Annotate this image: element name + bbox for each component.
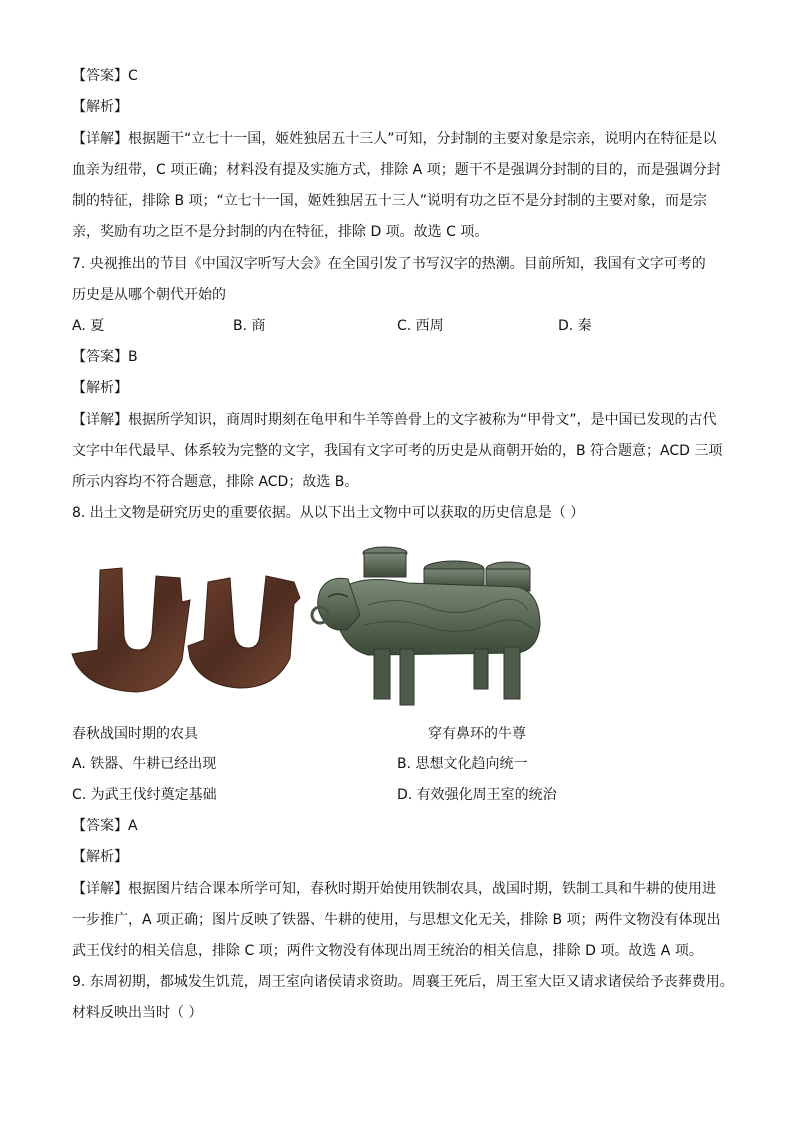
caption-ox-zun: 穿有鼻环的牛尊 xyxy=(428,726,526,742)
q8-detail-line: 【详解】根据图片结合课本所学可知，春秋时期开始使用铁制农具，战国时期，铁制工具和牛耕的使用进 xyxy=(72,881,716,897)
q8-detail-line: 武王伐纣的相关信息，排除 C 项；两件文物没有体现出周王统治的相关信息，排除 D 项。故选 A 项。 xyxy=(72,943,703,959)
q8-option-b: B. 思想文化趋向统一 xyxy=(397,756,528,772)
q7-analysis: 【解析】 xyxy=(72,380,128,396)
q7-detail-line: 所示内容均不符合题意，排除 ACD；故选 B。 xyxy=(72,474,359,490)
q8-answer: 【答案】A xyxy=(72,818,138,834)
q7-option-c: C. 西周 xyxy=(397,318,444,334)
q7-option-a: A. 夏 xyxy=(72,318,105,334)
q8-option-a: A. 铁器、牛耕已经出现 xyxy=(72,756,217,772)
q9-stem-line: 材料反映出当时（ ） xyxy=(72,1005,203,1021)
iron-tool-left xyxy=(72,568,190,692)
zun-ox-leg xyxy=(374,649,390,699)
q9-stem-line: 9. 东周初期，都城发生饥荒，周王室向诸侯请求资助。周襄王死后，周王室大臣又请求诸侯给予丧葬费用。 xyxy=(72,974,734,990)
iron-tool-image xyxy=(70,562,306,694)
q7-option-b: B. 商 xyxy=(233,318,266,334)
zun-ox-body xyxy=(338,579,540,655)
q8-detail-line: 一步推广，A 项正确；图片反映了铁器、牛耕的使用，与思想文化无关，排除 B 项；两件文物没有体现出 xyxy=(72,912,721,928)
zun-ox-leg xyxy=(400,649,414,705)
q7-stem-line: 7. 央视推出的节目《中国汉字听写大会》在全国引发了书写汉字的热潮。目前所知，我国有文字可考的 xyxy=(72,256,706,272)
q6-detail-line: 【详解】根据题干“立七十一国，姬姓独居五十三人”可知，分封制的主要对象是宗亲，说明内在特征是以 xyxy=(72,131,717,147)
q8-stem: 8. 出土文物是研究历史的重要依据。从以下出土文物中可以获取的历史信息是（ ） xyxy=(72,505,585,521)
q6-detail-line: 血亲为纽带，C 项正确；材料没有提及实施方式，排除 A 项；题干不是强调分封制的目的，而是强调分封 xyxy=(72,162,721,178)
q7-detail-line: 文字中年代最早、体系较为完整的文字，我国有文字可考的历史是从商朝开始的，B 符合题意；ACD 三项 xyxy=(72,443,723,459)
q8-option-d: D. 有效强化周王室的统治 xyxy=(397,787,557,803)
q8-option-c: C. 为武王伐纣奠定基础 xyxy=(72,787,217,803)
q7-answer: 【答案】B xyxy=(72,349,138,365)
q6-analysis: 【解析】 xyxy=(72,99,128,115)
zun-ox-leg xyxy=(474,649,488,689)
q6-detail-line: 亲，奖励有功之臣不是分封制的内在特征，排除 D 项。故选 C 项。 xyxy=(72,224,489,240)
ox-zun-image xyxy=(308,545,548,707)
iron-tool-right xyxy=(188,576,300,688)
zun-ox-leg xyxy=(504,647,520,699)
q6-detail-line: 制的特征，排除 B 项；“立七十一国，姬姓独居五十三人”说明有功之臣不是分封制的主要对象，而是宗 xyxy=(72,193,708,209)
caption-farm-tools: 春秋战国时期的农具 xyxy=(72,726,198,742)
q6-answer: 【答案】C xyxy=(72,68,138,84)
q7-option-d: D. 秦 xyxy=(558,318,592,334)
q7-detail-line: 【详解】根据所学知识，商周时期刻在龟甲和牛羊等兽骨上的文字被称为“甲骨文”，是中国已发现的古代 xyxy=(72,412,717,428)
q8-analysis: 【解析】 xyxy=(72,849,128,865)
q7-stem-line: 历史是从哪个朝代开始的 xyxy=(72,287,226,303)
